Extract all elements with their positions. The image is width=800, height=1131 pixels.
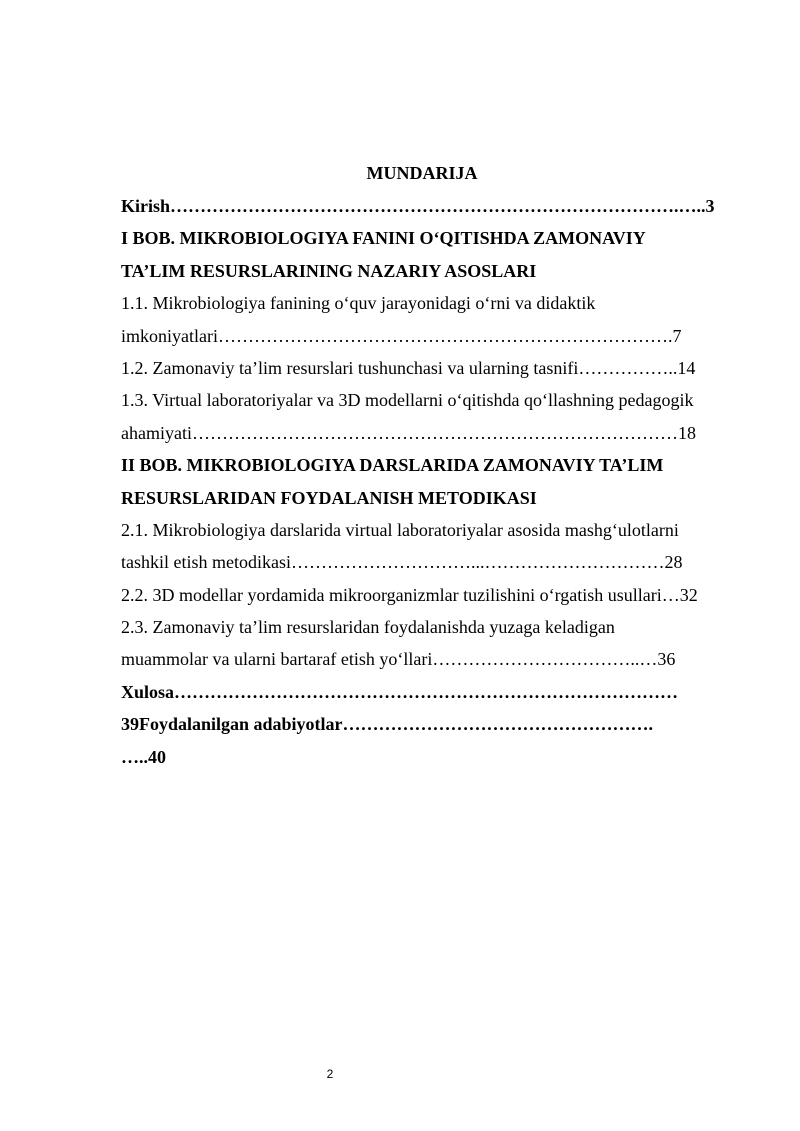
toc-line: 2.1. Mikrobiologiya darslarida virtual laboratoriyalar asosida mashg‘ulotlarni xyxy=(121,519,679,540)
toc-line: Xulosa………………………………………………………………………… xyxy=(121,681,679,702)
table-of-contents xyxy=(121,193,725,776)
toc-line: 1.3. Virtual laboratoriyalar va 3D modellarni o‘qitishda qo‘llashning pedagogik xyxy=(121,390,694,411)
toc-line: 2.3. Zamonaviy ta’lim resurslaridan foydalanishda yuzaga keladigan xyxy=(121,617,615,638)
toc-line: 39Foydalanilgan adabiyotlar……………………………………………. xyxy=(121,714,654,735)
toc-line: 1.1. Mikrobiologiya fanining o‘quv jarayonidagi o‘rni va didaktik xyxy=(121,293,596,314)
toc-title: MUNDARIJA xyxy=(366,163,478,183)
toc-line: muammolar va ularni bartaraf etish yo‘llari……………………………..…36 xyxy=(121,649,676,670)
toc-line: tashkil etish metodikasi…………………………...…………………………28 xyxy=(121,552,683,573)
toc-line: ahamiyati………………………………………………………………………18 xyxy=(121,422,696,443)
toc-line: TA’LIM RESURSLARINING NAZARIY ASOSLARI xyxy=(121,260,537,281)
toc-line: I BOB. MIKROBIOLOGIYA FANINI O‘QITISHDA ZAMONAVIY xyxy=(121,228,646,249)
toc-line: imkoniyatlari………………………………………………………………….7 xyxy=(121,325,682,346)
toc-line: 1.2. Zamonaviy ta’lim resurslari tushunchasi va ularning tasnifi……………..14 xyxy=(121,357,696,378)
toc-line: RESURSLARIDAN FOYDALANISH METODIKASI xyxy=(121,487,537,508)
toc-line: II BOB. MIKROBIOLOGIYA DARSLARIDA ZAMONAVIY TA’LIM xyxy=(121,455,664,476)
toc-line: Kirish………………………………………………………………………….…..3 xyxy=(121,196,715,216)
page-number: 2 xyxy=(326,1067,334,1081)
toc-line: …..40 xyxy=(121,746,166,767)
toc-line: 2.2. 3D modellar yordamida mikroorganizmlar tuzilishini o‘rgatish usullari…32 xyxy=(121,584,698,605)
